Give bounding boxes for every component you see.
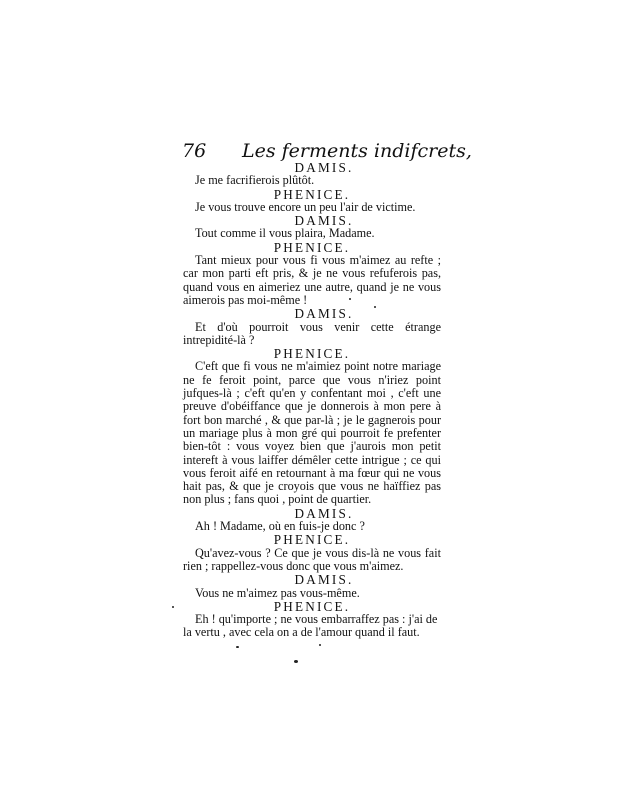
dialogue-line: Ah ! Madame, où en fuis-je donc ? [195, 519, 365, 534]
speaker-name: PHENICE. [273, 598, 351, 614]
speaker-name: PHENICE. [273, 532, 351, 548]
play-dialogue [183, 160, 441, 640]
ink-speck [374, 306, 376, 308]
dialogue-line: C'eft que fi vous ne m'aimiez point notre mariage ne fe feroit point, parce que vous n'iriez point jufques-là ; c'eft qu'en y confentant moi , c'eft une preuve d'obéiffance que je donnerois à mon pere à fort bon marché , & que par-là ; je le gagnerois pour un mariage plus à mon gré qui pourroit fe prefenter bien-tôt : vous voyez bien que j'aurois mon petit intereft à vous laiffer démêler cette intrigue ; ce qui vous feroit aifé en retournant à ma fœur qui ne vous hait pas, & que je croyois que vous ne haïffiez pas non plus ; fans quoi , point de quartier. [183, 359, 441, 507]
speaker-name: DAMIS. [294, 572, 354, 588]
dialogue-line: Vous ne m'aimez pas vous-même. [195, 585, 360, 600]
ink-speck [319, 644, 321, 646]
speaker-name: DAMIS. [294, 505, 354, 521]
speaker-name: PHENICE. [273, 346, 351, 362]
page-number: 76 [182, 140, 207, 162]
speaker-name: DAMIS. [294, 160, 354, 175]
running-title: Les ferments indifcrets, [242, 140, 472, 162]
dialogue-line: Je me facrifierois plûtôt. [195, 173, 315, 188]
dialogue-line: Qu'avez-vous ? Ce que je vous dis-là ne vous fait rien ; rappellez-vous donc que vous m'aimez. [183, 545, 441, 573]
ink-speck [294, 660, 298, 663]
dialogue-line: Eh ! qu'importe ; ne vous embarraffez pas : j'ai de la vertu , avec cela on a de l'amour quand il faut. [183, 612, 438, 640]
dialogue-line: Tout comme il vous plaira, Madame. [195, 226, 375, 241]
ink-speck [236, 646, 239, 648]
dialogue-line: Tant mieux pour vous fi vous m'aimez au refte ; car mon parti eft pris, & je ne vous refuferois pas, quand vous en aimeriez une autre, quand je ne vous aimerois pas moi-même ! [183, 253, 441, 307]
dialogue-line: Je vous trouve encore un peu l'air de victime. [195, 199, 416, 214]
speaker-name: PHENICE. [273, 239, 351, 255]
running-header [182, 140, 472, 162]
speaker-name: DAMIS. [294, 306, 354, 322]
dialogue-line: Et d'où pourroit vous venir cette étrange intrepidité-là ? [183, 319, 441, 347]
speaker-name: PHENICE. [273, 186, 351, 202]
ink-speck [349, 298, 351, 300]
speaker-name: DAMIS. [294, 213, 354, 229]
ink-speck [172, 606, 174, 608]
